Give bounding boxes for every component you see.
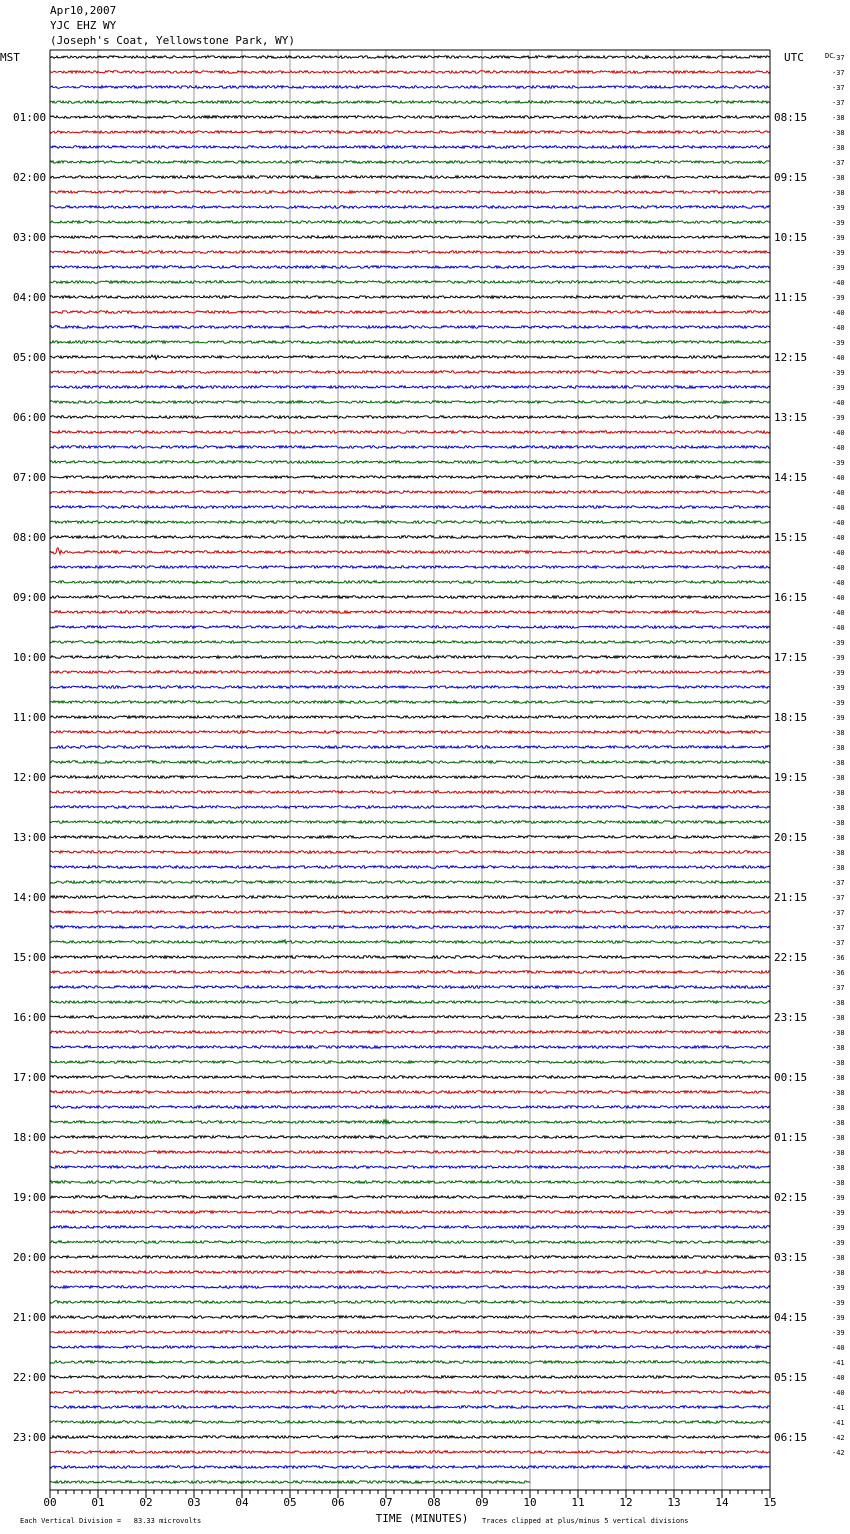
right-hour-label: 11:15 [774, 291, 808, 304]
trace-row-88 [50, 1376, 770, 1379]
dc-offset-label: -40 [832, 609, 845, 617]
dc-offset-label: -40 [832, 489, 845, 497]
trace-row-84 [50, 1316, 770, 1319]
trace-row-35 [50, 581, 770, 584]
x-tick-label: 07 [379, 1496, 393, 1509]
trace-row-20 [50, 355, 770, 359]
trace-row-38 [50, 626, 770, 629]
trace-row-57 [50, 911, 770, 914]
trace-row-94 [50, 1466, 770, 1469]
left-timezone-label: MST [0, 51, 20, 64]
trace-row-43 [50, 701, 770, 704]
left-hour-label: 08:00 [13, 531, 47, 544]
left-hour-label: 07:00 [13, 471, 47, 484]
dc-offset-label: -37 [832, 894, 845, 902]
trace-row-87 [50, 1361, 770, 1364]
dc-offset-label: -40 [832, 309, 845, 317]
dc-offset-label: -40 [832, 399, 845, 407]
trace-row-33 [50, 548, 770, 554]
dc-offset-label: -38 [832, 864, 845, 872]
dc-offset-label: -39 [832, 204, 845, 212]
right-hour-label: 18:15 [774, 711, 808, 724]
dc-offset-label: -38 [832, 1149, 845, 1157]
trace-row-51 [50, 821, 770, 824]
trace-row-59 [50, 940, 770, 944]
dc-offset-label: -37 [832, 909, 845, 917]
trace-row-78 [50, 1226, 770, 1229]
left-hour-label: 22:00 [13, 1371, 47, 1384]
dc-offset-label: -37 [832, 99, 845, 107]
trace-row-69 [50, 1091, 770, 1094]
left-hour-label: 06:00 [13, 411, 47, 424]
trace-row-39 [50, 641, 770, 644]
right-hour-label: 00:15 [774, 1071, 808, 1084]
dc-offset-label: -39 [832, 639, 845, 647]
trace-row-72 [50, 1136, 770, 1139]
dc-offset-label: -40 [832, 1389, 845, 1397]
trace-row-36 [50, 596, 770, 599]
trace-row-53 [50, 851, 770, 854]
dc-offset-label: -39 [832, 339, 845, 347]
dc-offset-label: -39 [832, 714, 845, 722]
right-hour-label: 01:15 [774, 1131, 808, 1144]
dc-offset-label: -39 [832, 699, 845, 707]
right-hour-label: 17:15 [774, 651, 808, 664]
right-timezone-label: UTC [784, 51, 804, 64]
dc-offset-label: -39 [832, 219, 845, 227]
dc-offset-label: -40 [832, 564, 845, 572]
right-hour-label: 06:15 [774, 1431, 808, 1444]
dc-offset-label: -39 [832, 459, 845, 467]
dc-offset-label: -39 [832, 384, 845, 392]
dc-offset-label: -37 [832, 984, 845, 992]
right-hour-label: 12:15 [774, 351, 808, 364]
dc-offset-label: -40 [832, 504, 845, 512]
trace-row-90 [50, 1406, 770, 1409]
x-axis-title: TIME (MINUTES) [375, 1512, 469, 1525]
trace-row-10 [50, 206, 770, 209]
right-hour-label: 04:15 [774, 1311, 808, 1324]
dc-offset-label: -40 [832, 474, 845, 482]
trace-row-52 [50, 836, 770, 839]
dc-offset-label: -38 [832, 1059, 845, 1067]
dc-offset-label: -37 [832, 159, 845, 167]
footer-scale-note: Each Vertical Division = 83.33 microvolts [20, 1517, 202, 1525]
left-hour-label: 16:00 [13, 1011, 47, 1024]
trace-row-13 [50, 251, 770, 254]
dc-offset-label: -38 [832, 774, 845, 782]
dc-offset-label: -37 [832, 879, 845, 887]
right-hour-label: 10:15 [774, 231, 808, 244]
trace-row-92 [50, 1436, 770, 1439]
left-hour-label: 21:00 [13, 1311, 47, 1324]
trace-row-11 [50, 221, 770, 224]
trace-row-91 [50, 1421, 770, 1424]
trace-row-14 [50, 266, 770, 269]
dc-offset-label: -39 [832, 1239, 845, 1247]
trace-row-16 [50, 296, 770, 299]
dc-offset-label: -38 [832, 759, 845, 767]
dc-offset-label: -38 [832, 849, 845, 857]
dc-offset-label: -38 [832, 189, 845, 197]
dc-offset-label: -39 [832, 1299, 845, 1307]
footer-clip-note: Traces clipped at plus/minus 5 vertical divisions [482, 1517, 689, 1525]
trace-row-41 [50, 671, 770, 674]
trace-row-80 [50, 1256, 770, 1259]
dc-offset-label: -38 [832, 1119, 845, 1127]
dc-offset-label: -41 [832, 1419, 845, 1427]
trace-row-0 [50, 56, 770, 59]
axis-labels [0, 51, 845, 1525]
dc-offset-label: -38 [832, 1269, 845, 1277]
trace-row-3 [50, 101, 770, 104]
trace-row-73 [50, 1151, 770, 1154]
dc-offset-label: -40 [832, 279, 845, 287]
trace-row-86 [50, 1346, 770, 1349]
x-tick-label: 15 [763, 1496, 777, 1509]
x-tick-label: 10 [523, 1496, 537, 1509]
dc-offset-label: -42 [832, 1449, 845, 1457]
dc-offset-label: -37 [832, 84, 845, 92]
dc-offset-label: -38 [832, 1164, 845, 1172]
trace-row-76 [50, 1196, 770, 1199]
dc-offset-label: -39 [832, 1284, 845, 1292]
dc-offset-label: -38 [832, 834, 845, 842]
trace-row-62 [50, 986, 770, 989]
trace-row-6 [50, 146, 770, 149]
trace-row-65 [50, 1031, 770, 1034]
dc-offset-label: -38 [832, 114, 845, 122]
title-date: Apr10,2007 [50, 4, 117, 17]
left-hour-label: 11:00 [13, 711, 47, 724]
left-hour-label: 18:00 [13, 1131, 47, 1144]
dc-offset-label: -38 [832, 1074, 845, 1082]
dc-offset-label: -38 [832, 174, 845, 182]
trace-row-37 [50, 611, 770, 614]
dc-offset-label: -38 [832, 144, 845, 152]
dc-offset-label: -37 [832, 69, 845, 77]
dc-offset-label: -37 [832, 924, 845, 932]
trace-row-75 [50, 1181, 770, 1184]
dc-offset-label: -38 [832, 1254, 845, 1262]
dc-offset-label: -39 [832, 1314, 845, 1322]
trace-row-34 [50, 566, 770, 569]
trace-row-21 [50, 371, 770, 374]
trace-row-1 [50, 71, 770, 74]
trace-row-82 [50, 1286, 770, 1289]
right-hour-label: 02:15 [774, 1191, 808, 1204]
dc-offset-label: -41 [832, 1359, 845, 1367]
dc-offset-label: -38 [832, 1134, 845, 1142]
right-hour-label: 08:15 [774, 111, 808, 124]
dc-offset-label: -39 [832, 249, 845, 257]
dc-offset-label: -39 [832, 294, 845, 302]
dc-offset-label: -40 [832, 594, 845, 602]
seismic-traces [50, 56, 770, 1484]
dc-offset-label: -39 [832, 264, 845, 272]
left-hour-label: 23:00 [13, 1431, 47, 1444]
left-hour-label: 09:00 [13, 591, 47, 604]
dc-offset-label: -39 [832, 1194, 845, 1202]
trace-row-67 [50, 1061, 770, 1064]
dc-offset-label: -40 [832, 354, 845, 362]
right-hour-label: 21:15 [774, 891, 808, 904]
x-tick-label: 04 [235, 1496, 249, 1509]
dc-offset-label: -40 [832, 579, 845, 587]
trace-row-71 [50, 1119, 770, 1123]
x-tick-label: 05 [283, 1496, 297, 1509]
trace-row-46 [50, 746, 770, 749]
trace-row-27 [50, 461, 770, 464]
trace-row-32 [50, 536, 770, 539]
trace-row-89 [50, 1391, 770, 1394]
x-tick-label: 02 [139, 1496, 153, 1509]
dc-offset-label: -36 [832, 954, 845, 962]
right-hour-label: 13:15 [774, 411, 808, 424]
right-hour-label: 22:15 [774, 951, 808, 964]
left-hour-label: 10:00 [13, 651, 47, 664]
trace-row-28 [50, 476, 770, 479]
dc-offset-label: -40 [832, 429, 845, 437]
dc-offset-label: -37 [832, 939, 845, 947]
trace-row-26 [50, 446, 770, 449]
dc-offset-label: -38 [832, 1179, 845, 1187]
dc-offset-label: -38 [832, 744, 845, 752]
left-hour-label: 15:00 [13, 951, 47, 964]
dc-offset-label: -38 [832, 1104, 845, 1112]
trace-row-15 [50, 281, 770, 284]
dc-offset-label: -38 [832, 1029, 845, 1037]
trace-row-25 [50, 431, 770, 434]
right-hour-label: 05:15 [774, 1371, 808, 1384]
x-tick-label: 08 [427, 1496, 441, 1509]
right-hour-label: 09:15 [774, 171, 808, 184]
trace-row-31 [50, 521, 770, 524]
trace-row-61 [50, 971, 770, 974]
dc-offset-label: -39 [832, 1224, 845, 1232]
trace-row-81 [50, 1271, 770, 1274]
dc-offset-label: -42 [832, 1434, 845, 1442]
dc-offset-label: -38 [832, 129, 845, 137]
dc-offset-label: -39 [832, 684, 845, 692]
left-hour-label: 04:00 [13, 291, 47, 304]
trace-row-19 [50, 341, 770, 344]
dc-offset-label: -38 [832, 729, 845, 737]
trace-row-29 [50, 491, 770, 494]
left-hour-label: 17:00 [13, 1071, 47, 1084]
dc-offset-label: -38 [832, 804, 845, 812]
dc-offset-label: -39 [832, 414, 845, 422]
dc-offset-label: -40 [832, 324, 845, 332]
trace-row-17 [50, 311, 770, 314]
left-hour-label: 12:00 [13, 771, 47, 784]
right-hour-label: 16:15 [774, 591, 808, 604]
right-hour-label: 19:15 [774, 771, 808, 784]
trace-row-68 [50, 1076, 770, 1079]
trace-row-48 [50, 776, 770, 779]
x-tick-label: 09 [475, 1496, 489, 1509]
trace-row-79 [50, 1241, 770, 1244]
left-hour-label: 19:00 [13, 1191, 47, 1204]
trace-row-55 [50, 881, 770, 884]
x-tick-label: 06 [331, 1496, 345, 1509]
right-hour-label: 15:15 [774, 531, 808, 544]
trace-row-49 [50, 791, 770, 794]
dc-offset-label: -39 [832, 369, 845, 377]
dc-offset-label: -40 [832, 444, 845, 452]
x-tick-label: 00 [43, 1496, 57, 1509]
trace-row-58 [50, 926, 770, 929]
trace-row-77 [50, 1211, 770, 1214]
trace-row-30 [50, 506, 770, 509]
trace-row-4 [50, 116, 770, 119]
left-hour-label: 13:00 [13, 831, 47, 844]
right-hour-label: 20:15 [774, 831, 808, 844]
trace-row-93 [50, 1451, 770, 1454]
left-hour-label: 14:00 [13, 891, 47, 904]
left-hour-label: 03:00 [13, 231, 47, 244]
x-tick-label: 01 [91, 1496, 105, 1509]
trace-row-60 [50, 956, 770, 959]
dc-offset-label: -37 [832, 54, 845, 62]
dc-offset-label: -39 [832, 669, 845, 677]
right-hour-label: 23:15 [774, 1011, 808, 1024]
dc-offset-label: -41 [832, 1404, 845, 1412]
dc-offset-label: -40 [832, 549, 845, 557]
trace-row-44 [50, 716, 770, 719]
dc-offset-label: -36 [832, 969, 845, 977]
trace-row-5 [50, 131, 770, 134]
x-tick-label: 03 [187, 1496, 201, 1509]
dc-offset-label: -38 [832, 789, 845, 797]
left-hour-label: 01:00 [13, 111, 47, 124]
dc-offset-label: -40 [832, 1374, 845, 1382]
dc-offset-label: -38 [832, 1014, 845, 1022]
x-tick-label: 14 [715, 1496, 729, 1509]
trace-row-24 [50, 416, 770, 419]
title-station: YJC EHZ WY [50, 19, 117, 32]
right-hour-label: 14:15 [774, 471, 808, 484]
trace-row-50 [50, 806, 770, 809]
trace-row-22 [50, 386, 770, 389]
dc-offset-label: -38 [832, 1044, 845, 1052]
left-hour-label: 05:00 [13, 351, 47, 364]
dc-offset-label: -39 [832, 654, 845, 662]
title-location: (Joseph's Coat, Yellowstone Park, WY) [50, 34, 296, 47]
trace-row-23 [50, 401, 770, 404]
trace-row-70 [50, 1106, 770, 1109]
dc-offset-label: -39 [832, 1329, 845, 1337]
trace-row-8 [50, 176, 770, 179]
trace-row-42 [50, 686, 770, 689]
dc-offset-label: -39 [832, 234, 845, 242]
dc-offset-label: -40 [832, 1344, 845, 1352]
dc-offset-label: -40 [832, 519, 845, 527]
trace-row-64 [50, 1016, 770, 1019]
trace-row-63 [50, 1001, 770, 1004]
trace-row-9 [50, 191, 770, 194]
trace-row-54 [50, 866, 770, 869]
x-tick-label: 13 [667, 1496, 681, 1509]
trace-row-47 [50, 761, 770, 764]
dc-header: DC [825, 52, 834, 60]
trace-row-18 [50, 326, 770, 329]
dc-offset-label: -38 [832, 999, 845, 1007]
x-tick-label: 12 [619, 1496, 633, 1509]
dc-offset-label: -40 [832, 624, 845, 632]
left-hour-label: 20:00 [13, 1251, 47, 1264]
trace-row-74 [50, 1166, 770, 1169]
trace-row-40 [50, 655, 770, 658]
x-tick-label: 11 [571, 1496, 585, 1509]
trace-row-56 [50, 896, 770, 899]
dc-offset-label: -39 [832, 1209, 845, 1217]
trace-row-83 [50, 1301, 770, 1304]
dc-offset-label: -38 [832, 1089, 845, 1097]
right-hour-label: 03:15 [774, 1251, 808, 1264]
dc-offset-label: -38 [832, 819, 845, 827]
trace-row-7 [50, 161, 770, 164]
trace-row-66 [50, 1046, 770, 1049]
trace-row-85 [50, 1331, 770, 1334]
trace-row-12 [50, 236, 770, 239]
left-hour-label: 02:00 [13, 171, 47, 184]
trace-row-2 [50, 86, 770, 89]
dc-offset-label: -40 [832, 534, 845, 542]
trace-row-45 [50, 731, 770, 734]
